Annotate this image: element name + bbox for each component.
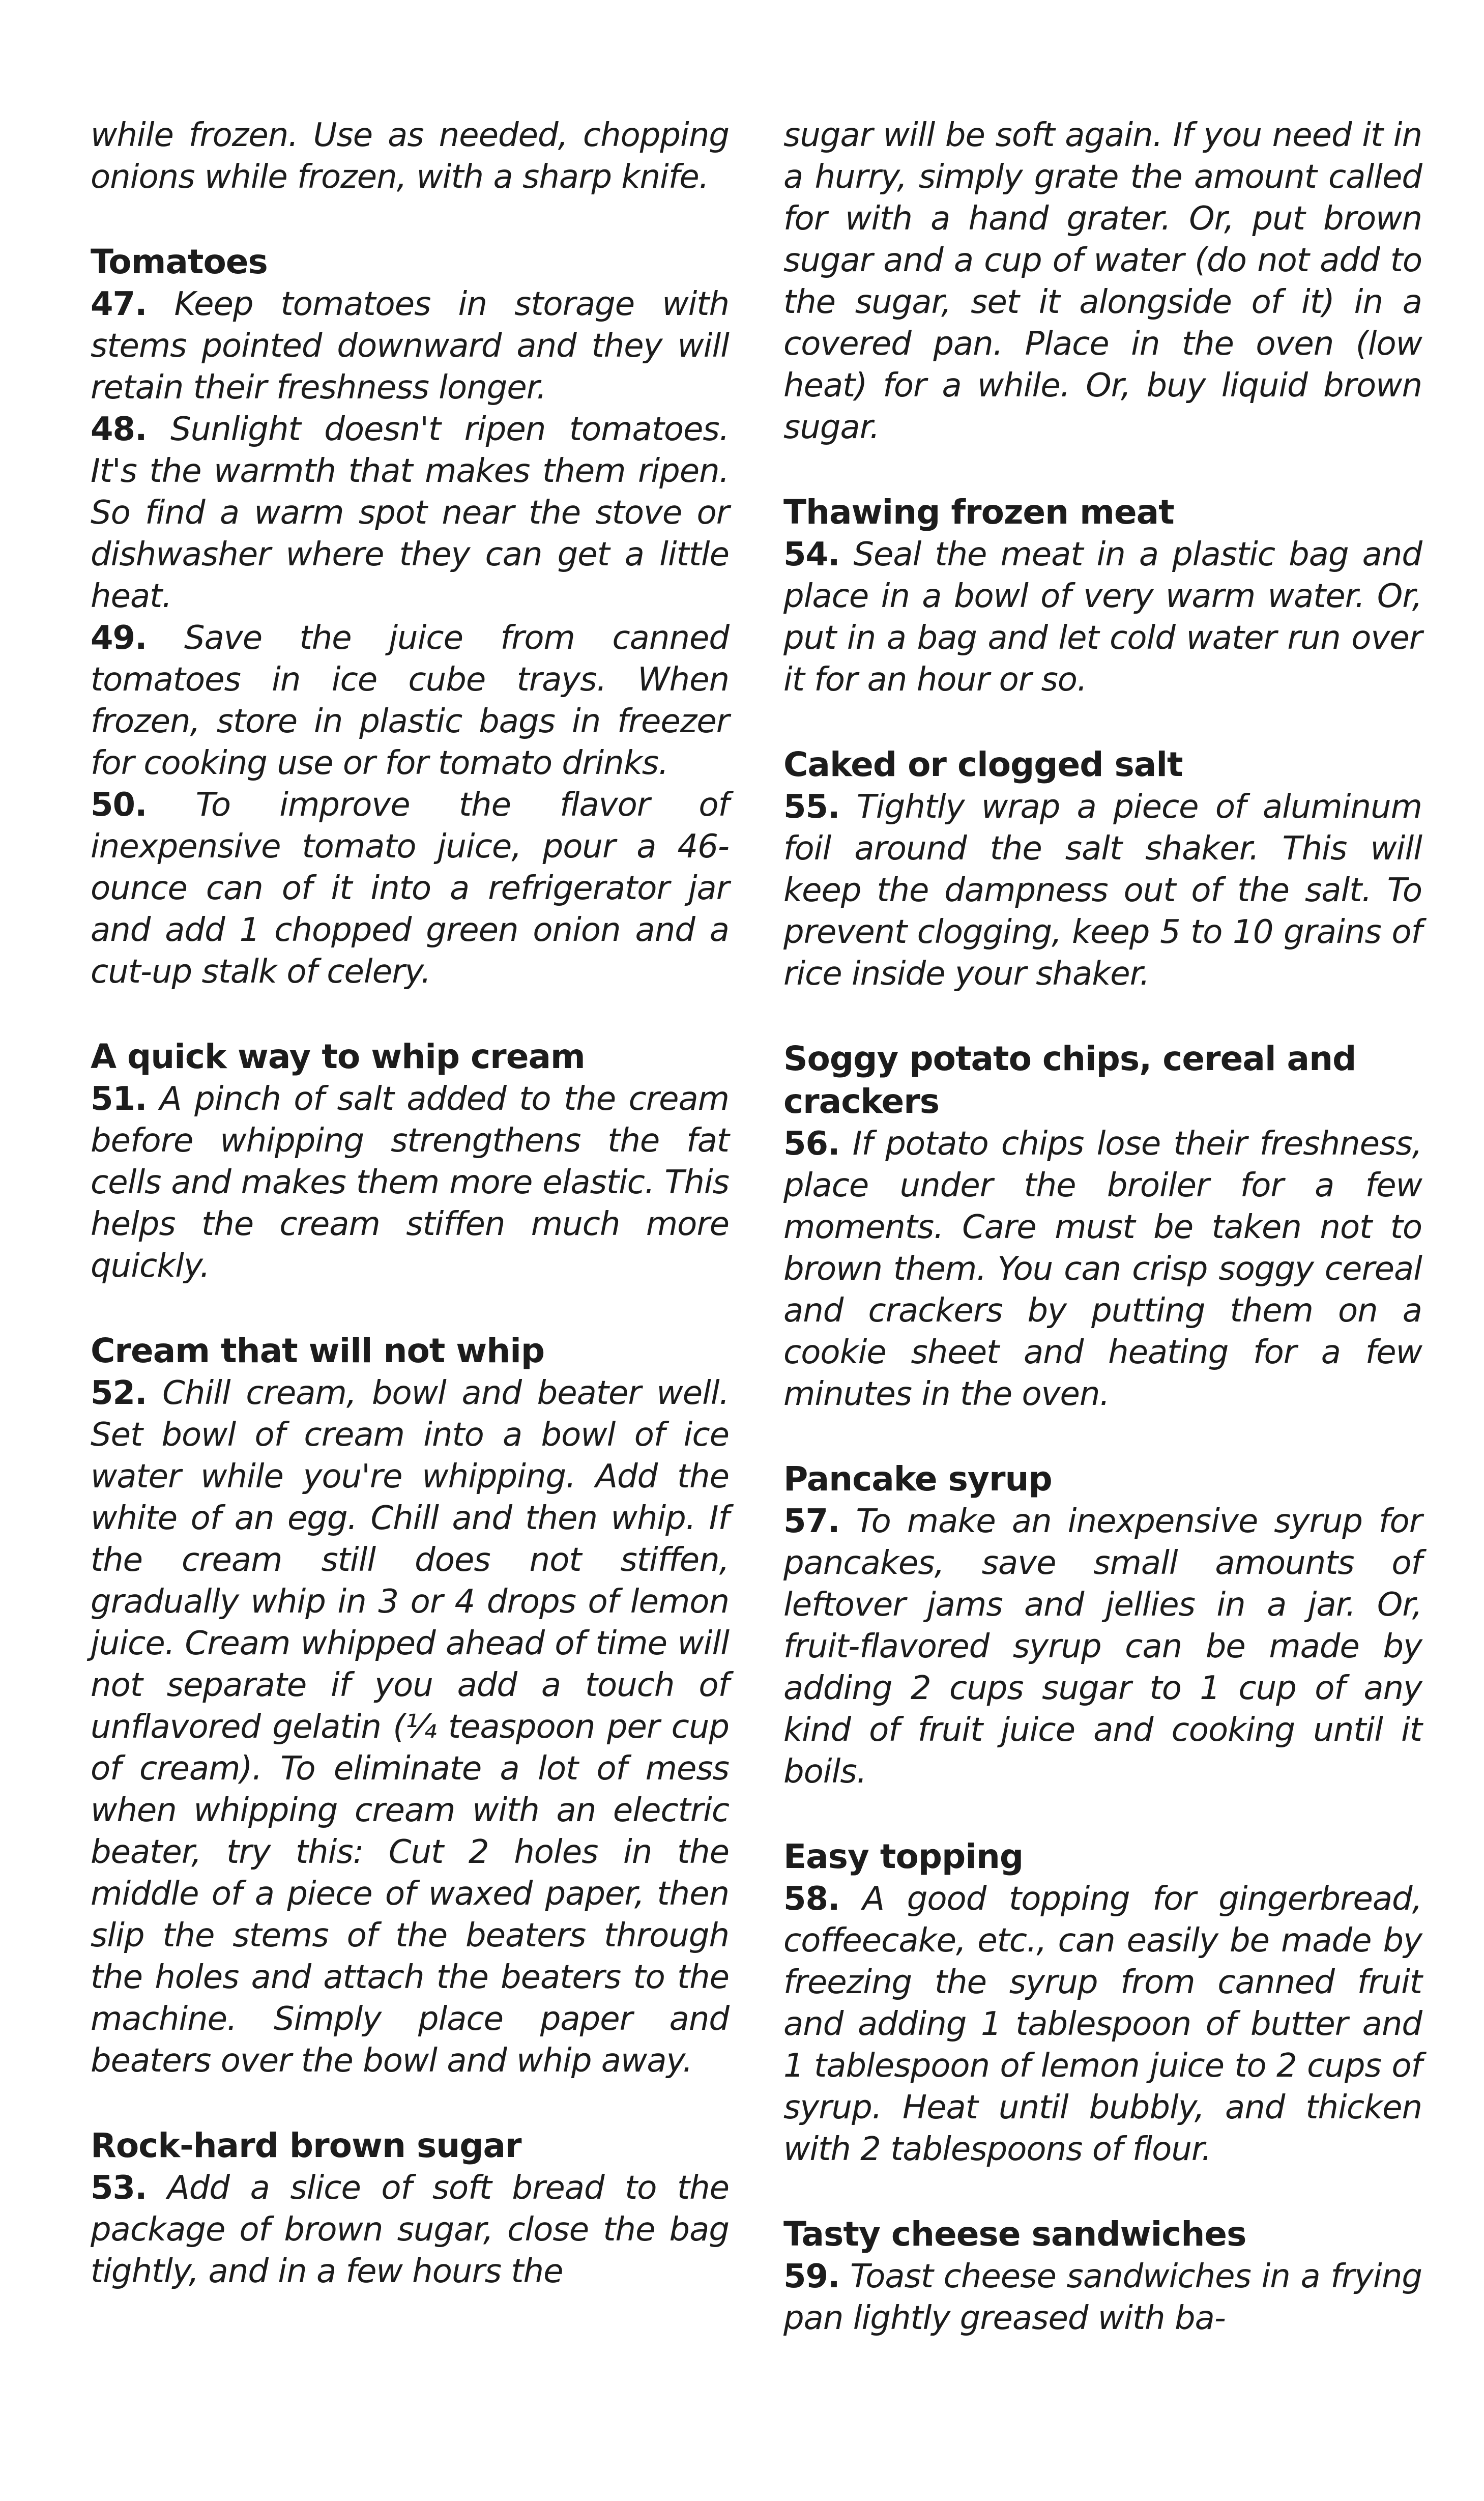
tip-54 xyxy=(783,534,1422,701)
tip-53 xyxy=(91,2167,729,2292)
section-pancake-syrup xyxy=(783,1458,1422,1793)
tip-57 xyxy=(783,1501,1422,1793)
tip-text: Toast cheese sandwiches in a frying pan lightly greased with ba- xyxy=(783,2258,1422,2337)
section-thawing-meat xyxy=(783,491,1422,701)
tip-text: Add a slice of soft bread to the package of brown sugar, close the bag tightly, and in a few hours the xyxy=(91,2169,730,2290)
tip-number: 52. xyxy=(91,1374,147,1412)
tip-text: Save the juice from canned tomatoes in ice cube trays. When frozen, store in plastic bags in freezer for cooking use or for tomato drinks. xyxy=(91,619,730,782)
section-quick-whip-cream xyxy=(91,1036,729,1287)
tip-51 xyxy=(91,1078,729,1287)
tip-text: Seal the meat in a plastic bag and place in a bowl of very warm water. Or, put in a bag and let cold water run over it for an hour or so. xyxy=(783,536,1422,699)
tip-56 xyxy=(783,1123,1422,1415)
tip-number: 54. xyxy=(783,536,840,573)
tip-47 xyxy=(91,283,729,409)
section-cheese-sandwiches xyxy=(783,2213,1422,2339)
section-heading: Thawing frozen meat xyxy=(783,493,1174,532)
section-soggy-chips xyxy=(783,1038,1422,1415)
section-heading: Pancake syrup xyxy=(783,1459,1052,1499)
section-brown-sugar xyxy=(91,2124,729,2292)
tip-49 xyxy=(91,617,729,784)
continuation-text: while frozen. Use as needed, chopping onions while frozen, with a sharp knife. xyxy=(91,117,729,196)
section-heading: Rock-hard brown sugar xyxy=(91,2126,521,2165)
tip-48 xyxy=(91,409,729,617)
tip-number: 56. xyxy=(783,1125,840,1163)
tip-text: Sunlight doesn't ripen tomatoes. It's the warmth that makes them ripen. So find a warm spot near the stove or dishwasher where they can get a little heat. xyxy=(91,411,729,615)
tip-number: 47. xyxy=(91,285,147,323)
section-heading: Tasty cheese sandwiches xyxy=(783,2215,1246,2254)
tip-text: To make an inexpensive syrup for pancakes, save small amounts of leftover jams and jellies in a jar. Or, fruit-flavored syrup can be made by adding 2 cups sugar to 1 cup of any kind of fruit juice and cooking until it boils. xyxy=(783,1503,1422,1791)
tip-number: 48. xyxy=(91,411,147,448)
section-heading: Cream that will not whip xyxy=(91,1331,545,1370)
tip-number: 59. xyxy=(783,2258,840,2295)
tip-text: Keep tomatoes in storage with stems pointed downward and they will retain their freshness longer. xyxy=(91,285,730,407)
tip-text: If potato chips lose their freshness, place under the broiler for a few moments. Care must be taken not to brown them. You can crisp soggy cereal and crackers by putting them on a cookie sheet and heating for a few minutes in the oven. xyxy=(783,1125,1422,1413)
tip-text: Tightly wrap a piece of aluminum foil around the salt shaker. This will keep the dampness out of the salt. To prevent clogging, keep 5 to 10 grains of rice inside your shaker. xyxy=(783,788,1422,993)
section-heading: Easy topping xyxy=(783,1837,1024,1876)
section-heading: A quick way to whip cream xyxy=(91,1037,585,1076)
tip-number: 53. xyxy=(91,2169,147,2207)
tip-number: 57. xyxy=(783,1503,840,1540)
tip-text: Chill cream, bowl and beater well. Set bowl of cream into a bowl of ice water while you're whipping. Add the white of an egg. Chill and then whip. If the cream still does not stiffen, gradually whip in 3 or 4 drops of lemon juice. Cream whipped ahead of time will not separate if you add a touch of unflavored gelatin (¼ teaspoon per cup of cream). To eliminate a lot of mess when whipping cream with an electric beater, try this: Cut 2 holes in the middle of a piece of waxed paper, then slip the stems of the beaters through the holes and attach the beaters to the machine. Simply place paper and beaters over the bowl and whip away. xyxy=(91,1374,729,2080)
tip-text: A good topping for gingerbread, coffeecake, etc., can easily be made by freezing the syrup from canned fruit and adding 1 tablespoon of butter and 1 tablespoon of lemon juice to 2 cups of syrup. Heat until bubbly, and thicken with 2 tablespoons of flour. xyxy=(783,1880,1422,2168)
tip-number: 49. xyxy=(91,619,147,657)
section-heading: Soggy potato chips, cereal and crackers xyxy=(783,1039,1356,1121)
tip-text: To improve the flavor of inexpensive tomato juice, pour a 46-ounce can of it into a refrigerator jar and add 1 chopped green onion and a cut-up stalk of celery. xyxy=(91,786,730,991)
tip-number: 51. xyxy=(91,1080,147,1118)
right-column xyxy=(783,114,1422,2339)
section-cream-not-whip xyxy=(91,1330,729,2082)
tip-number: 50. xyxy=(91,786,147,824)
section-heading: Tomatoes xyxy=(91,242,268,281)
tip-55 xyxy=(783,786,1422,995)
tip-52 xyxy=(91,1372,729,2082)
continuation-text: sugar will be soft again. If you need it in a hurry, simply grate the amount called for with a hand grater. Or, put brown sugar and a cup of water (do not add to the sugar, set it alongside of it) in a covered pan. Place in the oven (low heat) for a while. Or, buy liquid brown sugar. xyxy=(783,117,1422,446)
tip-text: A pinch of salt added to the cream before whipping strengthens the fat cells and makes them more elastic. This helps the cream stiffen much more quickly. xyxy=(91,1080,730,1285)
left-column xyxy=(91,114,729,2292)
section-tomatoes xyxy=(91,241,729,993)
section-clogged-salt xyxy=(783,743,1422,995)
section-easy-topping xyxy=(783,1835,1422,2170)
tip-50 xyxy=(91,784,729,993)
tip-number: 55. xyxy=(783,788,840,826)
tip-58 xyxy=(783,1878,1422,2170)
section-heading: Caked or clogged salt xyxy=(783,745,1183,784)
tip-59 xyxy=(783,2256,1422,2339)
tip-number: 58. xyxy=(783,1880,840,1918)
